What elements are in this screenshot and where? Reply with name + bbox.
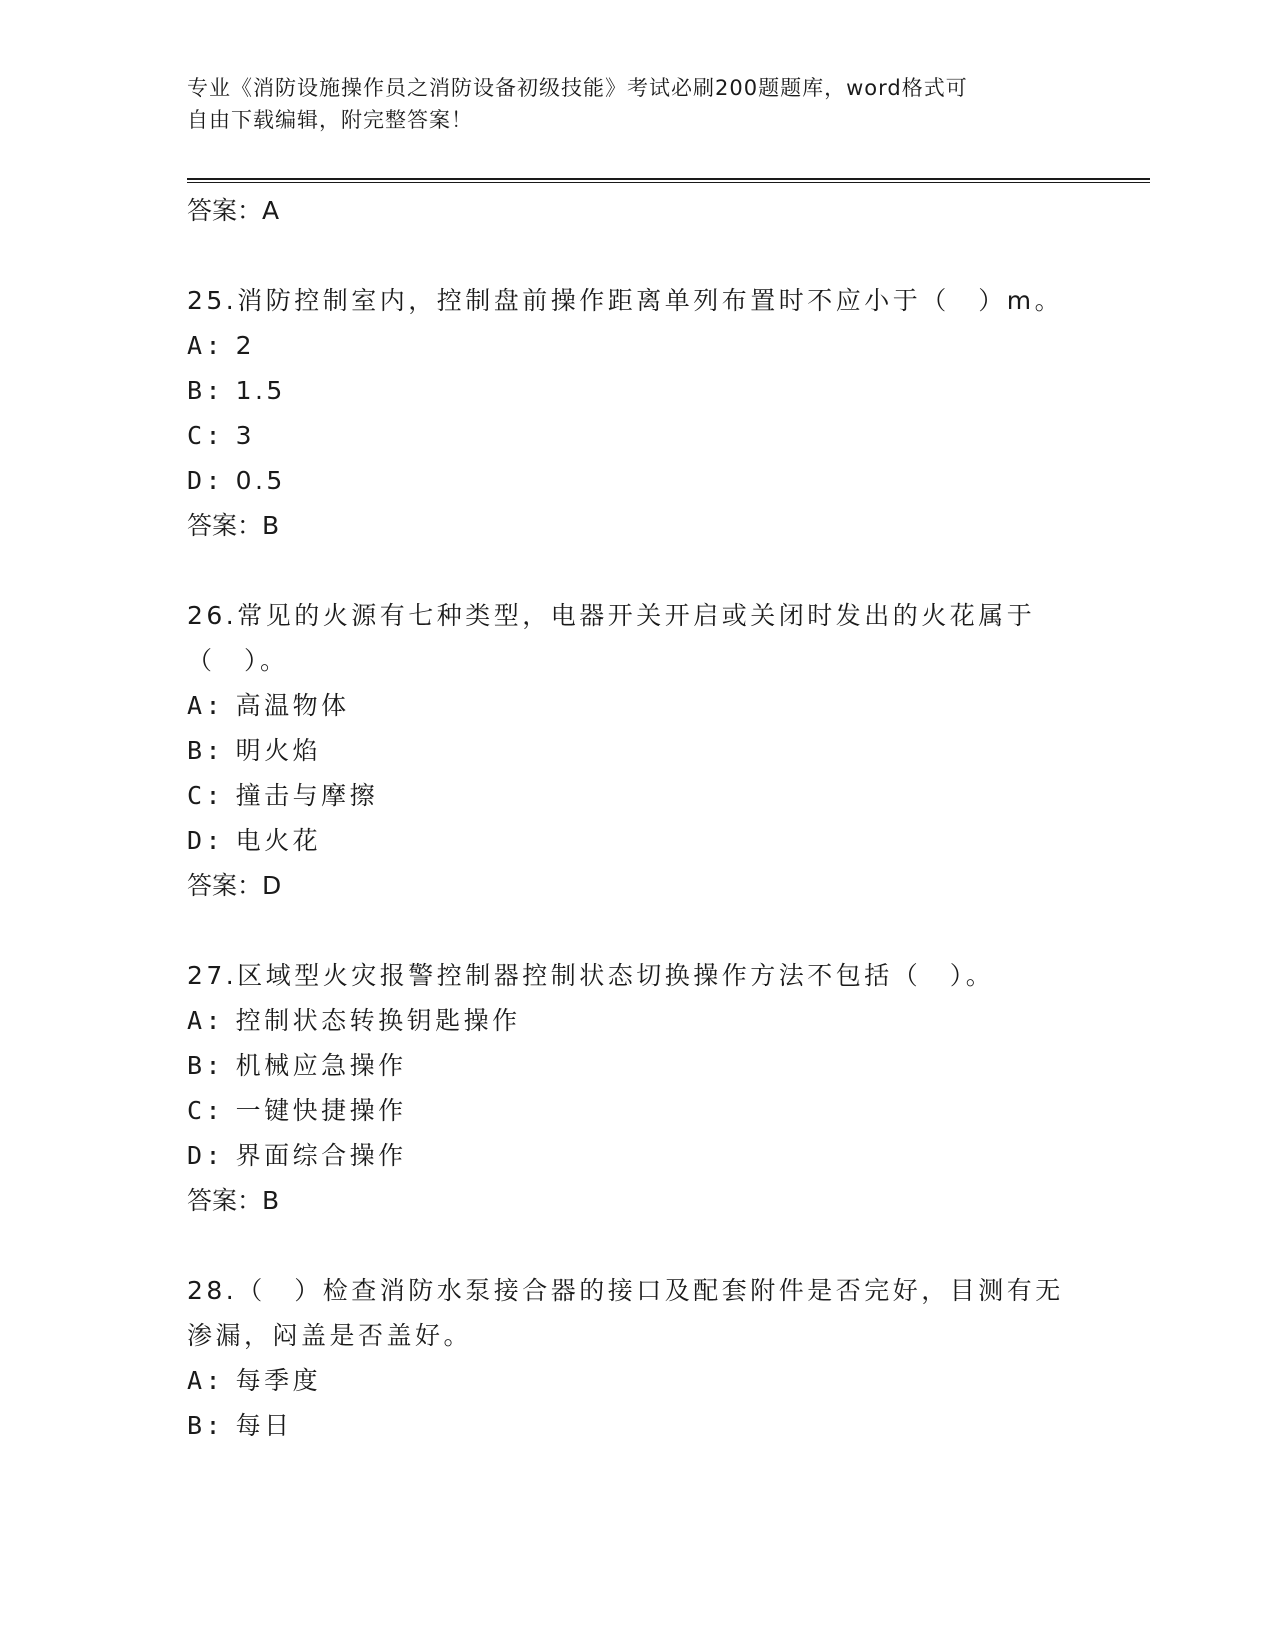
option-text: 撞击与摩擦 bbox=[235, 781, 379, 810]
option-label: A: bbox=[187, 691, 225, 720]
question-25 bbox=[187, 278, 1067, 548]
option-b bbox=[187, 1403, 1067, 1448]
answer: 答案：B bbox=[187, 511, 280, 540]
option-c bbox=[187, 413, 1067, 458]
option-text: 每日 bbox=[235, 1411, 293, 1440]
question-28 bbox=[187, 1268, 1067, 1448]
option-d bbox=[187, 458, 1067, 503]
option-text: 3 bbox=[235, 421, 255, 450]
header-rule-thin bbox=[187, 182, 1150, 183]
header-line-1: 专业《消防设施操作员之消防设备初级技能》考试必刷200题题库，word格式可 bbox=[187, 76, 968, 100]
option-text: 1.5 bbox=[235, 376, 286, 405]
question-text: 26.常见的火源有七种类型，电器开关开启或关闭时发出的火花属于（ ）。 bbox=[187, 601, 1036, 675]
question-text: 25.消防控制室内，控制盘前操作距离单列布置时不应小于（ ）m。 bbox=[187, 286, 1064, 315]
option-label: A: bbox=[187, 1366, 225, 1395]
option-label: B: bbox=[187, 1051, 225, 1080]
option-a bbox=[187, 323, 1067, 368]
question-text: 27.区域型火灾报警控制器控制状态切换操作方法不包括（ ）。 bbox=[187, 961, 995, 990]
option-label: C: bbox=[187, 421, 225, 450]
option-text: 一键快捷操作 bbox=[235, 1096, 407, 1125]
option-text: 机械应急操作 bbox=[235, 1051, 407, 1080]
header-line-2: 自由下载编辑，附完整答案！ bbox=[187, 108, 473, 132]
option-label: A: bbox=[187, 1006, 225, 1035]
option-label: B: bbox=[187, 376, 225, 405]
option-b bbox=[187, 728, 1067, 773]
option-label: D: bbox=[187, 826, 225, 855]
header-rule-thick bbox=[187, 178, 1150, 180]
option-label: B: bbox=[187, 1411, 225, 1440]
option-c bbox=[187, 773, 1067, 818]
option-d bbox=[187, 818, 1067, 863]
option-text: 高温物体 bbox=[235, 691, 350, 720]
question-26 bbox=[187, 593, 1067, 908]
option-label: D: bbox=[187, 466, 225, 495]
option-d bbox=[187, 1133, 1067, 1178]
option-label: C: bbox=[187, 1096, 225, 1125]
previous-answer: 答案：A bbox=[187, 196, 280, 225]
option-label: C: bbox=[187, 781, 225, 810]
option-text: 2 bbox=[235, 331, 255, 360]
option-text: 电火花 bbox=[235, 826, 322, 855]
option-a bbox=[187, 1358, 1067, 1403]
option-b bbox=[187, 368, 1067, 413]
option-text: 0.5 bbox=[235, 466, 286, 495]
option-a bbox=[187, 683, 1067, 728]
option-c bbox=[187, 1088, 1067, 1133]
option-label: A: bbox=[187, 331, 225, 360]
question-27 bbox=[187, 953, 1067, 1223]
option-text: 明火焰 bbox=[235, 736, 322, 765]
option-text: 每季度 bbox=[235, 1366, 322, 1395]
answer: 答案：D bbox=[187, 871, 282, 900]
option-label: D: bbox=[187, 1141, 225, 1170]
option-text: 界面综合操作 bbox=[235, 1141, 407, 1170]
question-list bbox=[187, 188, 1067, 1448]
answer: 答案：B bbox=[187, 1186, 280, 1215]
option-a bbox=[187, 998, 1067, 1043]
option-label: B: bbox=[187, 736, 225, 765]
option-b bbox=[187, 1043, 1067, 1088]
document-header bbox=[187, 72, 1067, 136]
option-text: 控制状态转换钥匙操作 bbox=[235, 1006, 521, 1035]
question-text: 28.（ ）检查消防水泵接合器的接口及配套附件是否完好，目测有无渗漏，闷盖是否盖好。 bbox=[187, 1276, 1064, 1350]
